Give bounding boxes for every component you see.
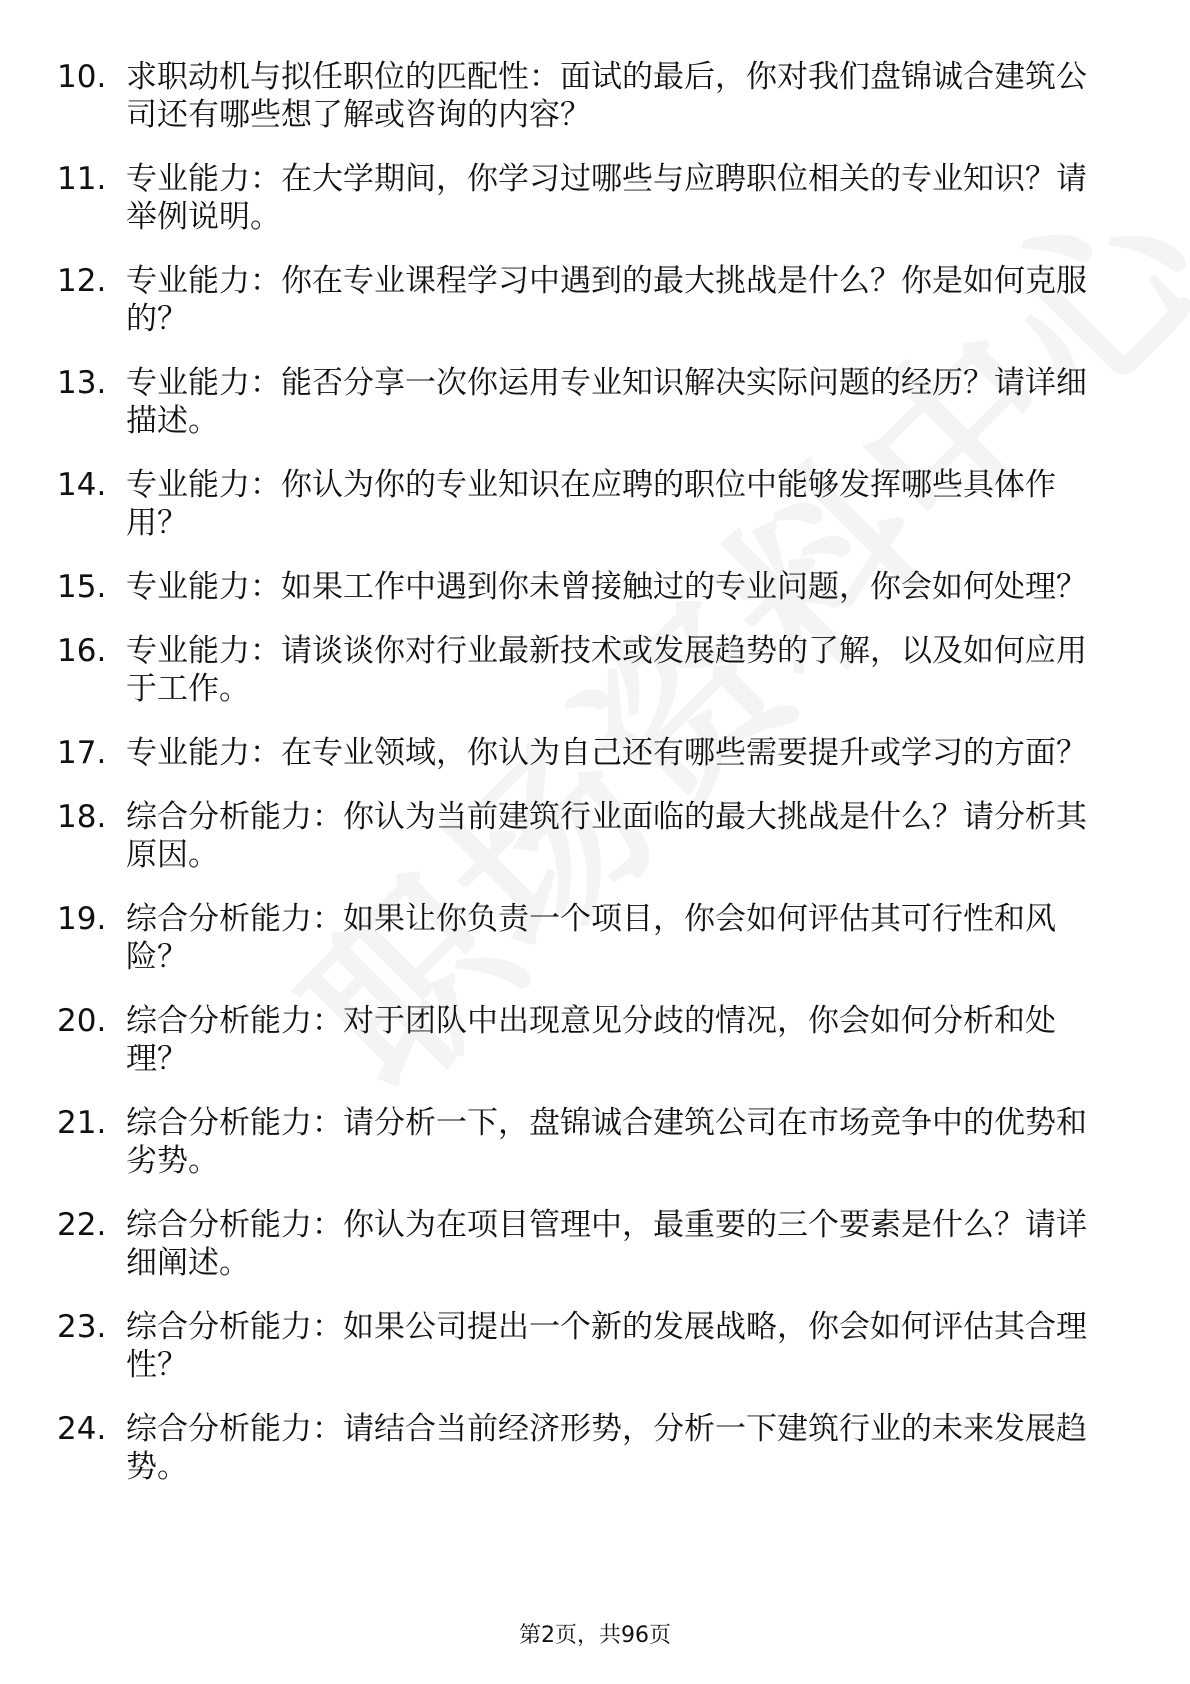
question-number: 22. <box>57 1207 107 1243</box>
question-item-15 <box>0 568 1190 606</box>
question-item-20 <box>0 1002 1190 1078</box>
question-number: 16. <box>57 633 107 669</box>
question-text: 专业能力：你在专业课程学习中遇到的最大挑战是什么？你是如何克服的？ <box>126 263 1087 337</box>
question-number: 20. <box>57 1003 107 1039</box>
question-text: 综合分析能力：你认为当前建筑行业面临的最大挑战是什么？请分析其原因。 <box>126 799 1087 873</box>
question-number: 18. <box>57 799 107 835</box>
question-item-17 <box>0 734 1190 772</box>
question-text: 专业能力：能否分享一次你运用专业知识解决实际问题的经历？请详细描述。 <box>126 365 1087 439</box>
question-item-24 <box>0 1410 1190 1486</box>
question-text: 综合分析能力：你认为在项目管理中，最重要的三个要素是什么？请详细阐述。 <box>126 1207 1087 1281</box>
question-text: 综合分析能力：如果让你负责一个项目，你会如何评估其可行性和风险？ <box>126 901 1056 975</box>
question-text: 专业能力：你认为你的专业知识在应聘的职位中能够发挥哪些具体作用？ <box>126 467 1056 541</box>
question-text: 专业能力：请谈谈你对行业最新技术或发展趋势的了解，以及如何应用于工作。 <box>126 633 1087 707</box>
question-item-10 <box>0 58 1190 134</box>
question-text: 专业能力：在大学期间，你学习过哪些与应聘职位相关的专业知识？请举例说明。 <box>126 161 1087 235</box>
question-number: 11. <box>57 161 107 197</box>
question-item-11 <box>0 160 1190 236</box>
question-text: 专业能力：如果工作中遇到你未曾接触过的专业问题，你会如何处理？ <box>126 569 1087 605</box>
question-number: 19. <box>57 901 107 937</box>
question-number: 23. <box>57 1309 107 1345</box>
page-footer: 第2页，共96页 <box>519 1623 671 1648</box>
question-text: 综合分析能力：请结合当前经济形势，分析一下建筑行业的未来发展趋势。 <box>126 1411 1087 1485</box>
question-number: 17. <box>57 735 107 771</box>
question-number: 10. <box>57 59 107 95</box>
question-number: 24. <box>57 1411 107 1447</box>
question-text: 综合分析能力：对于团队中出现意见分歧的情况，你会如何分析和处理？ <box>126 1003 1056 1077</box>
question-text: 求职动机与拟任职位的匹配性：面试的最后，你对我们盘锦诚合建筑公司还有哪些想了解或咨询的内容？ <box>126 59 1087 133</box>
question-item-16 <box>0 632 1190 708</box>
question-item-19 <box>0 900 1190 976</box>
question-item-12 <box>0 262 1190 338</box>
question-number: 21. <box>57 1105 107 1141</box>
question-text: 综合分析能力：请分析一下，盘锦诚合建筑公司在市场竞争中的优势和劣势。 <box>126 1105 1087 1179</box>
question-item-21 <box>0 1104 1190 1180</box>
question-number: 14. <box>57 467 107 503</box>
question-item-23 <box>0 1308 1190 1384</box>
question-text: 专业能力：在专业领域，你认为自己还有哪些需要提升或学习的方面？ <box>126 735 1087 771</box>
question-text: 综合分析能力：如果公司提出一个新的发展战略，你会如何评估其合理性？ <box>126 1309 1087 1383</box>
question-item-14 <box>0 466 1190 542</box>
question-list <box>0 58 1190 1512</box>
question-number: 15. <box>57 569 107 605</box>
question-item-22 <box>0 1206 1190 1282</box>
question-item-18 <box>0 798 1190 874</box>
question-item-13 <box>0 364 1190 440</box>
question-number: 13. <box>57 365 107 401</box>
question-number: 12. <box>57 263 107 299</box>
